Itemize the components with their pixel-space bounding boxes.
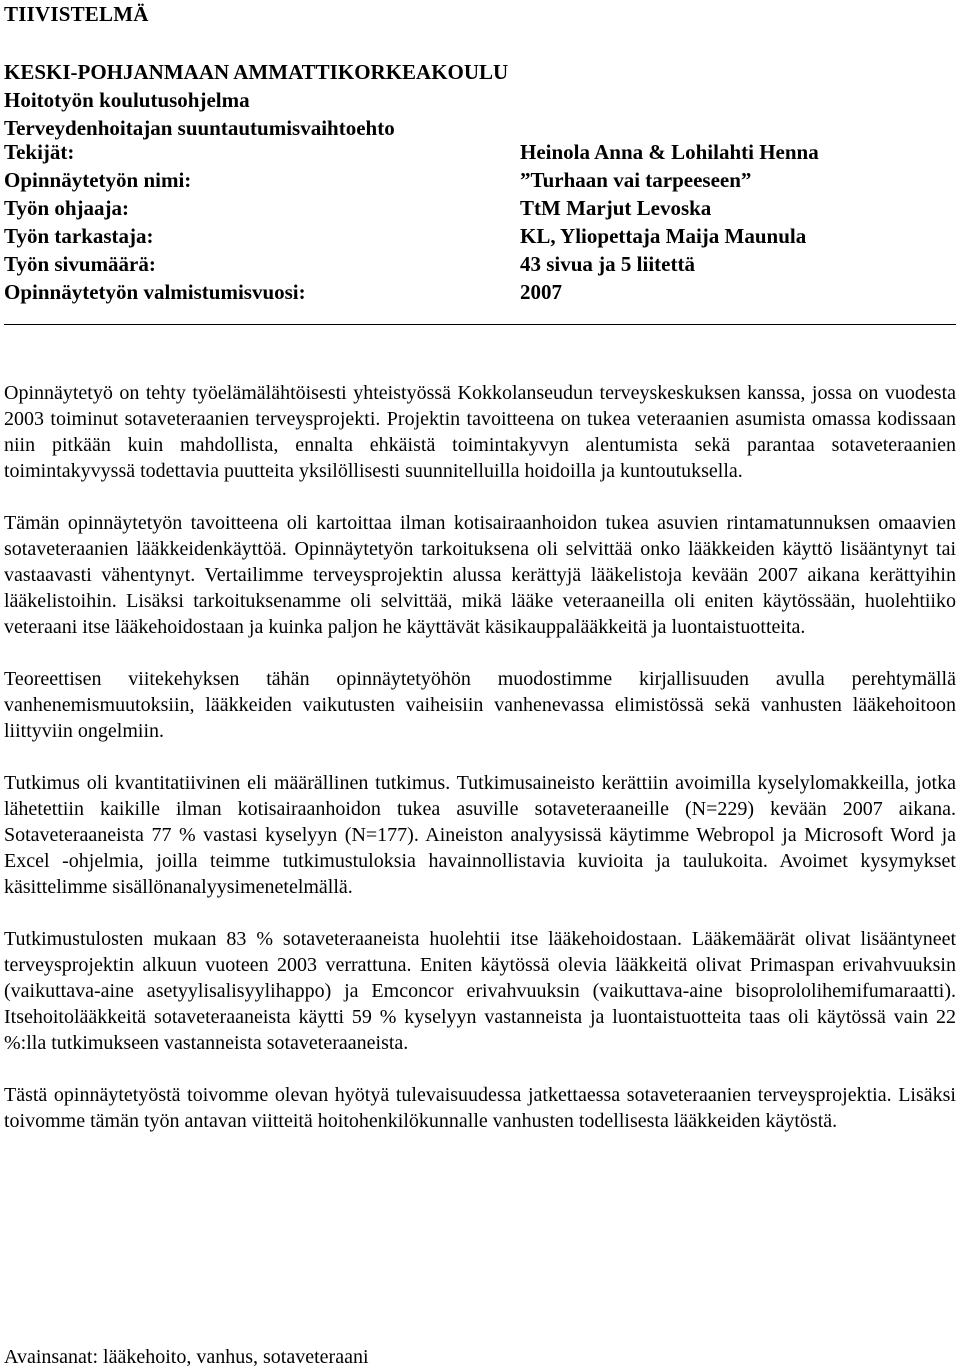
info-label: Työn ohjaaja: [4, 196, 130, 220]
info-row-thesis-title [4, 166, 956, 194]
abstract-paragraph: Opinnäytetyö on tehty työelämälähtöisesti yhteistyössä Kokkolanseudun terveyskeskuksen kanssa, jossa on vuodesta 2003 toiminut sotaveteraanien terveysprojekti. Projektin tavoitteena on tukea veteraanien asumista omassa kodissaan niin pitkään kuin mahdollista, ennalta ehkäistä toimintakyvyn alentumista sekä parantaa sotaveteraanien toimintakyvyssä todettavia puutteita yksilöllisesti suunnitelluilla hoidoilla ja kuntoutuksella. [4, 382, 956, 482]
info-label: Työn tarkastaja: [4, 224, 154, 248]
info-row-supervisor [4, 194, 956, 222]
page-title: TIIVISTELMÄ [4, 2, 149, 26]
info-label: Työn sivumäärä: [4, 252, 156, 276]
info-value: 2007 [520, 280, 562, 304]
info-row-completion-year [4, 278, 956, 306]
info-label: Tekijät: [4, 140, 75, 164]
abstract-paragraph: Tämän opinnäytetyön tavoitteena oli kartoittaa ilman kotisairaanhoidon tukea asuvien rintamatunnuksen omaavien sotaveteraanien lääkkeidenkäyttöä. Opinnäytetyön tarkoituksena oli selvittää onko lääkkeiden käyttö lisääntynyt tai vastaavasti vähentynyt. Vertailimme terveysprojektin alussa kerättyjä lääkelistoja kevään 2007 aikana kerättyihin lääkelistoihin. Lisäksi tarkoituksenamme oli selvittää, mikä lääke veteraaneilla oli eniten käytössään, huolehtiiko veteraani itse lääkehoidostaan ja kuinka paljon he käyttävät käsikauppalääkkeitä ja luontaistuotteita. [4, 512, 956, 638]
abstract-paragraph: Tutkimustulosten mukaan 83 % sotaveteraaneista huolehtii itse lääkehoidostaan. Lääkemäärät olivat lisääntyneet terveysprojektin alkuun vuoteen 2003 verrattuna. Eniten käytössä olevia lääkkeitä olivat Primaspan erivahvuuksin (vaikuttava-aine asetyylisalisyylihappo) ja Emconcor erivahvuuksin (vaikuttava-aine bisoprololihemifumaraatti). Itsehoitolääkkeitä sotaveteraaneista käytti 59 % kyselyyn vastanneista ja luontaistuotteita taas oli käytössä vain 22 %:lla tutkimukseen vastanneista sotaveteraaneista. [4, 928, 956, 1054]
info-label: Opinnäytetyön nimi: [4, 168, 192, 192]
organization-block [4, 58, 508, 142]
info-value: Heinola Anna & Lohilahti Henna [520, 140, 819, 164]
program-name: Hoitotyön koulutusohjelma [4, 88, 250, 112]
info-row-page-count [4, 250, 956, 278]
info-row-examiner [4, 222, 956, 250]
abstract-paragraph: Teoreettisen viitekehyksen tähän opinnäytetyöhön muodostimme kirjallisuuden avulla perehtymällä vanhenemismuutoksiin, lääkkeiden vaikutusten vaiheisiin vanhenevassa elimistössä sekä vanhusten lääkehoitoon liittyviin ongelmiin. [4, 668, 956, 742]
specialization-name: Terveydenhoitajan suuntautumisvaihtoehto [4, 116, 395, 140]
abstract-paragraph: Tutkimus oli kvantitatiivinen eli määrällinen tutkimus. Tutkimusaineisto kerättiin avoimilla kyselylomakkeilla, jotka lähetettiin kaikille ilman kotisairaanhoidon tukea asuville sotaveteraaneille (N=229) kevään 2007 aikana. Sotaveteraaneista 77 % vastasi kyselyyn (N=177). Aineiston analyysissä käytimme Webropol ja Microsoft Word ja Excel -ohjelmia, joilla teimme tutkimustuloksia havainnollistavia kuvioita ja taulukoita. Avoimet kysymykset käsittelimme sisällönanalyysimenetelmällä. [4, 772, 956, 898]
info-value: KL, Yliopettaja Maija Maunula [520, 224, 807, 248]
info-value: 43 sivua ja 5 liitettä [520, 252, 695, 276]
info-value: TtM Marjut Levoska [520, 196, 712, 220]
school-name: KESKI-POHJANMAAN AMMATTIKORKEAKOULU [4, 60, 509, 84]
horizontal-divider [4, 324, 956, 325]
info-row-authors [4, 138, 956, 166]
keywords-line: Avainsanat: lääkehoito, vanhus, sotaveteraani [4, 1346, 369, 1368]
info-label: Opinnäytetyön valmistumisvuosi: [4, 280, 306, 304]
thesis-info-table [4, 138, 956, 306]
info-value: ”Turhaan vai tarpeeseen” [520, 168, 752, 192]
abstract-paragraph: Tästä opinnäytetyöstä toivomme olevan hyötyä tulevaisuudessa jatkettaessa sotaveteraanien terveysprojektia. Lisäksi toivomme tämän työn antavan viitteitä hoitohenkilökunnalle vanhusten todellisesta lääkkeiden käytöstä. [4, 1084, 956, 1132]
abstract-body [4, 380, 956, 1160]
